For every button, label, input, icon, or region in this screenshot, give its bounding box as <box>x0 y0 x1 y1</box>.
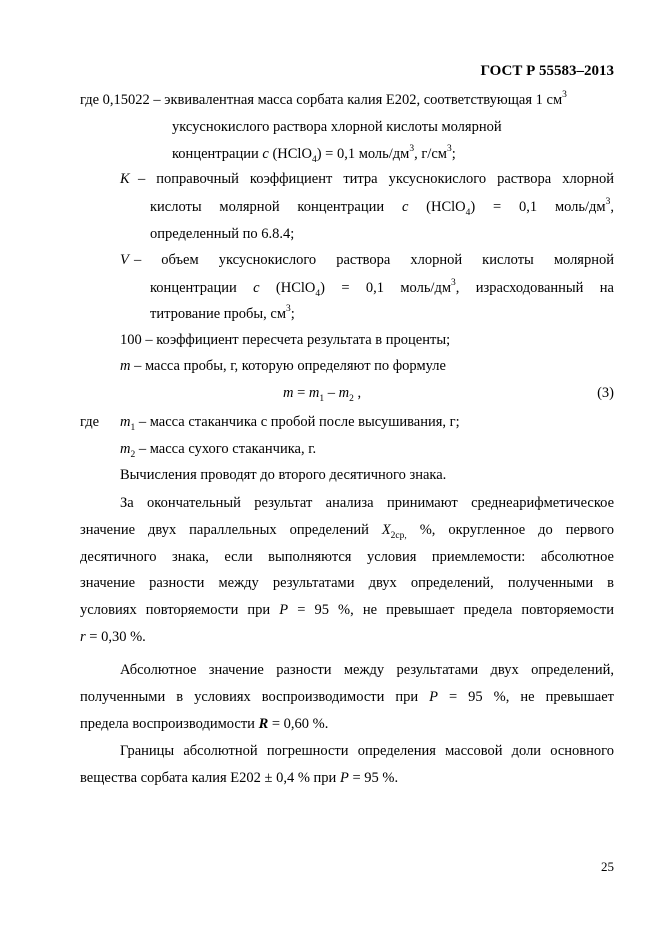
paragraph-line: полученными в условиях воспроизводимости при Р = 95 %, не превышает <box>80 689 615 705</box>
formula-number: (3) <box>597 385 614 401</box>
document-header <box>448 62 614 80</box>
paragraph-line: условиях повторяемости при Р = 95 %, не превышает предела повторяемости <box>80 602 614 618</box>
definition-line: концентрации с (HClO$_4$) = 0,1 моль/$дм^3$, $г/см^3$; <box>172 144 456 165</box>
page-number: 25 <box>601 859 614 874</box>
paragraph-line: вещества сорбата калия Е202 ± 0,4 % при Р = 95 %. <box>80 770 399 786</box>
paragraph-line: значение двух параллельных определений $X_{2ср,}$ %, округленное до первого <box>80 522 615 541</box>
where-label: где <box>80 414 100 430</box>
definition-symbol: V <box>120 252 129 268</box>
paragraph-line: десятичного знака, если выполняются условия приемлемости: абсолютное <box>80 549 614 565</box>
definition-line: – объем уксуснокислого раствора хлорной кислоты молярной <box>134 252 614 268</box>
definition-line: m – масса пробы, г, которую определяют по формуле <box>120 358 446 374</box>
definition-line: определенный по 6.8.4; <box>150 226 295 242</box>
paragraph-line: Границы абсолютной погрешности определения массовой доли основного <box>120 743 614 759</box>
definition-symbol: К <box>120 171 130 187</box>
paragraph-line: r = 0,30 %. <box>80 629 146 645</box>
definition-line: титрование пробы, $см^3$; <box>150 304 295 322</box>
definition-line: кислоты молярной концентрации с (HClO$_4$) = 0,1 моль/$дм^3$, <box>150 197 614 218</box>
definition-line: концентрации с (HClO$_4$) = 0,1 моль/$дм^3$, израсходованный на <box>150 278 614 299</box>
formula: $m = m_1 - m_2$ , <box>283 385 362 404</box>
paragraph-line: предела воспроизводимости R = 0,60 %. <box>80 716 329 732</box>
paragraph-line: Вычисления проводят до второго десятичного знака. <box>120 467 447 483</box>
paragraph-line: За окончательный результат анализа принимают среднеарифметическое <box>120 495 614 511</box>
standard-number: ГОСТ Р 55583–2013 <box>480 63 614 79</box>
definition-line: уксуснокислого раствора хлорной кислоты молярной <box>172 119 502 135</box>
definition-line: где 0,15022 – эквивалентная масса сорбата калия Е202, соответствующая 1 $см^3$ <box>80 90 567 108</box>
where-line: $m_1$ – масса стаканчика с пробой после высушивания, г; <box>120 414 460 433</box>
where-line: $m_2$ – масса сухого стаканчика, г. <box>120 441 317 460</box>
paragraph-line: значение разности между результатами двух определений, полученными в <box>80 575 614 591</box>
definition-line: 100 – коэффициент пересчета результата в проценты; <box>120 332 451 348</box>
definition-line: – поправочный коэффициент титра уксуснокислого раствора хлорной <box>138 171 614 187</box>
paragraph-line: Абсолютное значение разности между результатами двух определений, <box>120 662 614 678</box>
